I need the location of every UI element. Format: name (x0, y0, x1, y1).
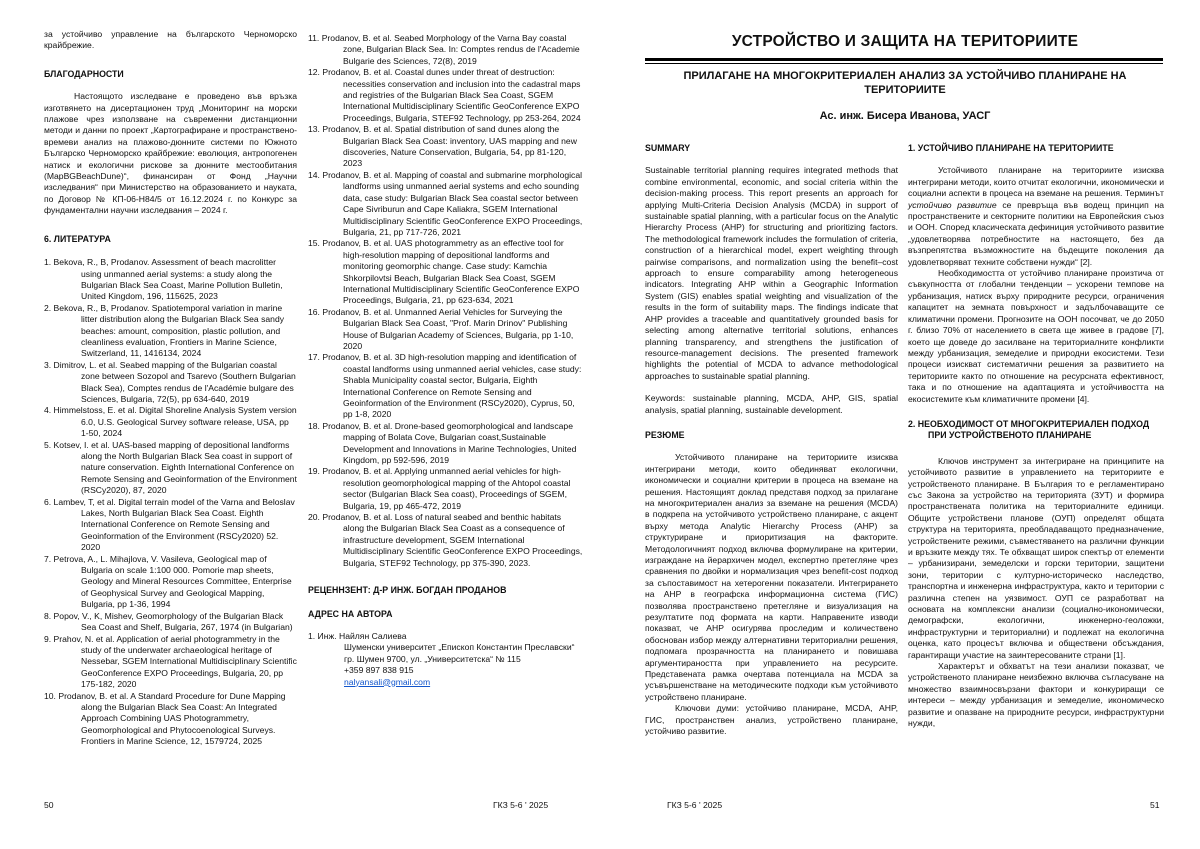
references-list (44, 257, 297, 747)
section-1-paragraph-1 (908, 165, 1164, 268)
summary-heading: SUMMARY (645, 143, 691, 153)
right-page-column-1 (645, 143, 898, 738)
section-1-heading: 1. УСТОЙЧИВО ПЛАНИРАНЕ НА ТЕРИТОРИИТЕ (908, 143, 1114, 153)
reviewer-heading: РЕЦЕННЗЕНТ: Д-Р ИНЖ. БОГДАН ПРОДАНОВ (308, 585, 507, 596)
section-title: УСТРОЙСТВО И ЗАЩИТА НА ТЕРИТОРИИТЕ (731, 33, 1079, 50)
section-1-paragraph-2: Необходимостта от устойчиво планиране произтича от съвкупността от глобални тенденции – ускорени темпове на урбанизация, натиск върху природните ресурси, ограничения капацитет на земната повърхност и задълбочаващите се климатични промени. Прогнозите на ООН посочват, че до 2050 г. близо 70% от населението в света ще живее в градове [7], което ще доведе до засилване на териториалните конфликти между урбанизация, земеделие и природни екосистеми. Тези процеси изискват систематични решения за развитието на териториите както по отношение на ресурсната ефективност, така и по отношение на адаптацията и устойчивостта на екосистемите към климатичните промени [4]. (908, 268, 1164, 404)
left-page-column-2 (308, 33, 583, 688)
reference-item: 9. Prahov, N. et al. Application of aerial photogrammetry in the study of the underwater archaeological heritage of Nessebar, SGEM International Multidisciplinary Scientific GeoConference EXPO Proceedings, Bulgaria, 20, pp 175-182, 2020 (44, 633, 297, 690)
reference-item: 14. Prodanov, B. et al. Mapping of coastal and submarine morphological landforms using unmanned aerial systems and echo sounding data, case study: Bulgarian Black Sea coastal sector between Cape Sivriburun and Cape Kaliakra, SGEM International Multidisciplinary Scientific GeoConference EXPO Proceedings, Bulgaria, 21, pp 717-726, 2021 (308, 169, 583, 237)
reference-item: 18. Prodanov, B. et al. Drone-based geomorphological and landscape mapping of Bolata Cove, Bulgarian coast,Sustainable Development and Innovations in Marine Technologies, United Kingdom, pp 592-596, 2019 (308, 420, 577, 466)
journal-footer-left: ГКЗ 5-6 ' 2025 (493, 800, 549, 810)
acknowledgements-text: Настоящото изследване е проведено във връзка изготвянето на дисертационен труд „Мониторинг на морски плажове чрез използване на съвременни дистанционни методи и данни по проект „Картографиране и пространствено-времеви анализ на плажово-дюнните системи по Южното Българско Черноморско крайбрежие: еволюция, антропогенен натиск и екологични рискове за дюнните местообитания (MapBGBeachDune)“, финансиран от Фонд „Научни изследвания“ при Министерство на образованието и науката, по Договор № КП-06-Н84/5 от 16.12.2024 г. по Конкурс за фундаментални научни изследвания – 2024 г. (44, 91, 297, 216)
section-2-paragraph-2: Характерът и обхватът на тези анализи показват, че устройственото планиране неизбежно включва съгласуване на множество взаимносвързани фактори и конкуриращи се интереси – между урбанизация и земеделие, икономическо развитие и опазване на природните ресурси, инфраструктурни нужди, (908, 661, 1164, 729)
article-title: ПРИЛАГАНЕ НА МНОГОКРИТЕРИАЛЕН АНАЛИЗ ЗА УСТОЙЧИВО ПЛАНИРАНЕ НА ТЕРИТОРИИТЕ (683, 70, 1127, 96)
references-heading: 6. ЛИТЕРАТУРА (44, 233, 111, 244)
reference-item: 5. Kotsev, I. et al. UAS-based mapping of depositional landforms along the North Bulgarian Black Sea coast in support of nature conservation. Eighth International Conference on Remote Sensing and Geoinformation of the Environment (RSCy2020), 87, 2020 (44, 439, 297, 496)
reference-item: 15. Prodanov, B. et al. UAS photogrammetry as an effective tool for high-resolution mapping of depositional landforms and monitoring geomorphic change. Case study: Kamchia Shkorpilovtsi Beach, Bulgarian Black Sea Coast, SGEM International Multidisciplinary Scientific GeoConference EXPO Proceedings, Bulgaria, 21, pp 623-634, 2021 (308, 238, 580, 306)
left-page-column-1 (44, 29, 297, 748)
page-number-left: 50 (44, 800, 54, 810)
acknowledgements-heading: БЛАГОДАРНОСТИ (44, 68, 124, 79)
reference-item: 13. Prodanov, B. et al. Spatial distribution of sand dunes along the Bulgarian Black Sea Coast: inventory, UAS mapping and new discoveries, Nature Conservation, Bulgaria, 54, pp 81-120, 2023 (308, 124, 577, 169)
reference-item: 1. Bekova, R., B, Prodanov. Assessment of beach macrolitter using unmanned aerial systems: a study along the Bulgarian Black Sea Coast, Marine Pollution Bulletin, United Kingdom, 196, 115625, 2023 (44, 257, 283, 302)
article-author: Ас. инж. Бисера Иванова, УАСГ (819, 110, 991, 122)
page-number-right: 51 (1150, 800, 1160, 810)
section-2-heading: 2. НЕОБХОДИМОСТ ОТ МНОГОКРИТЕРИАЛЕН ПОДХОД ПРИ УСТРОЙСТВЕНОТО ПЛАНИРАНЕ (908, 418, 1150, 441)
keywords-bg: Ключови думи: устойчиво планиране, MCDA, AHP, ГИС, пространствен анализ, устройствено планиране, устойчиво развитие. (645, 703, 898, 737)
reference-item: 7. Petrova, A., L. Mihajlova, V. Vasileva, Geological map of Bulgaria on scale 1:100 000. Pomorie map sheets, Geology and Mineral Resources Committee, Enterprise of Geophysical Survey and Geological Mapping, Bulgaria, pp 1-36, 1994 (44, 553, 292, 610)
author-address (308, 631, 583, 688)
author-street: гр. Шумен 9700, ул. „Университетска“ № 115 (344, 653, 521, 664)
reference-item: 12. Prodanov, B. et al. Coastal dunes under threat of destruction: necessities conservation and inclusion into the cadastral maps and registries of the Bulgarian Black Sea Coast, SGEM International Multidisciplinary Scientific GeoConference EXPO Proceedings, Bulgaria, STEF92 Technology, pp 253-264, 2024 (308, 67, 581, 123)
reference-item: 6. Lambev, T, et al. Digital terrain model of the Varna and Beloslav Lakes, North Bulgarian Black Sea Coast. Eighth International Conference on Remote Sensing and Geoinformation of the Environment (RSCy2020) 52. 2020 (44, 496, 295, 553)
summary-text: Sustainable territorial planning requires integrated methods that combine environmental, economic, and social criteria within the decision-making process. This report presents an approach for applying Multi-Criteria Decision Analysis (MCDA) in support of sustainable spatial planning, with a particular focus on the Analytic Hierarchy Process (AHP) for structuring and prioritizing factors. The methodological framework includes the formulation of criteria, construction of a hierarchical model, expert weighting through pairwise comparisons, and normalization using the benefit–cost approach to ensure comparability among heterogeneous indicators. Integrating AHP within a Geographic Information System (GIS) enables spatial weighting and visualization of the results in the form of suitability maps. The findings indicate that AHP provides a traceable and quantitatively grounded basis for selecting among alternative territorial solutions, enhances planning transparency, and strengthens the justification of resource-management decisions. The presented framework highlights the potential of MCDA to advance methodological approaches to sustainable spatial planning. (645, 165, 898, 381)
text-run: се превръща във водещ принцип на пространствените и секторните политики на Европейския съюз и ООН. Според класическата дефиниция устойчивото развитие „удовлетворява потребностите на настоящето, без да възпрепятства възможностите на бъдещите поколения да удовлетворяват техните собствени нужди“ [2]. (908, 199, 1164, 267)
reference-item: 4. Himmelstoss, E. et al. Digital Shoreline Analysis System version 6.0, U.S. Geological Survey software release, USA, pp 1-50, 2024 (44, 405, 297, 439)
italic-term: устойчиво развитие (908, 199, 997, 210)
reference-item: 16. Prodanov, B. et al. Unmanned Aerial Vehicles for Surveying the Bulgarian Black Sea Coast, "Prof. Marin Drinov" Publishing House of Bulgarian Academy of Sciences, Bulgaria, pp 1-10, 2020 (308, 306, 574, 351)
author-phone: +359 897 838 915 (344, 665, 414, 676)
right-page-column-2 (908, 143, 1164, 730)
text-run: Устойчивото планиране на териториите изисква интегрирани методи, които отчитат екологични, икономически и социални аспекти в процеса на вземане на решения. Терминът (908, 165, 1164, 199)
author-name: 1. Инж. Найлян Салиева (308, 630, 407, 641)
reference-item: 10. Prodanov, B. et al. A Standard Procedure for Dune Mapping along the Bulgarian Black Sea Coast: An Integrated Approach Combining UAS Photogrammetry, Geomorphological and Phytocoenological Surveys. Frontiers in Marine Science, 12, 1579724, 2025 (44, 690, 286, 747)
author-university: Шуменски университет „Епископ Константин Преславски“ (344, 642, 575, 653)
resume-heading: РЕЗЮМЕ (645, 429, 685, 440)
header-rule (645, 58, 1163, 61)
author-email-link[interactable]: nalyansali@gmail.com (344, 676, 431, 687)
keywords-en: Keywords: sustainable planning, MCDA, AHP, GIS, spatial analysis, spatial planning, sustainable development. (645, 393, 898, 415)
section-2-paragraph-1: Ключов инструмент за интегриране на принципите на устойчивото развитие в управлението на териториите е устройственото планиране. В България то е регламентирано със Закона за устройство на територията (ЗУТ) и формира пространствената политика на териториалните единици. Общите устройствени планове (ОУП) определят общата структура на територията, преобладаващото предназначение, устройствените режими, съвместяването на различни функции и връзките между тях. Те обхващат широк спектър от елементи – урбанизирани, земеделски и горски територии, защитени зони, територии с културно-историческо наследство, транспортна и инженерна инфраструктура, както и територии с различна степен на уязвимост. ОУП се разработват на основата на комплексни анализи (социално-икономически, демографски, екологични, инженерно-геоложки, инфраструктурни и териториални) и подлежат на екологична оценка, като процесът включва и обществени обсъждания, гарантиращи участие на заинтересованите страни [1]. (908, 455, 1164, 660)
author-address-heading: АДРЕС НА АВТОРА (308, 608, 393, 619)
reference-item: 8. Popov, V., K, Mishev, Geomorphology of the Bulgarian Black Sea Coast and Shelf, Bulgaria, 267, 1974 (in Bulgarian) (44, 610, 293, 633)
reference-item: 11. Prodanov, B. et al. Seabed Morphology of the Varna Bay coastal zone, Bulgarian Black Sea. In: Comptes rendus de l'Academie Bulgarie des Sciences, 72(8), 2019 (308, 33, 580, 66)
journal-footer-right: ГКЗ 5-6 ' 2025 (667, 800, 723, 810)
header-rule-thin (645, 63, 1163, 64)
reference-item: 20. Prodanov, B. et al. Loss of natural seabed and benthic habitats along the Bulgarian Black Sea Coast as a consequence of infrastructure development, SGEM International Multidisciplinary Scientific GeoConference EXPO Proceedings, Bulgaria, STEF92 Technology, pp 375-390, 2023. (308, 512, 583, 568)
intro-tail: за устойчиво управление на българското Черноморско крайбрежие. (44, 29, 297, 51)
reference-item: 2. Bekova, R., B, Prodanov. Spatiotemporal variation in marine litter distribution along the Bulgarian Black Sea sandy beaches: amount, composition, plastic pollution, and cleanliness evaluation, Frontiers in Marine Science, Switzerland, 11, 1416134, 2024 (44, 302, 285, 359)
reference-item: 17. Prodanov, B. et al. 3D high-resolution mapping and identification of coastal landforms using unmanned aerial vehicles, case study: Shabla Municipality coastal sector, Bulgaria, Eighth International Conference on Remote Sensing and Geoinformation of the Environment (RSCy2020), Cyprus, 50, pp 1-8, 2020 (308, 352, 582, 420)
resume-text: Устойчивото планиране на териториите изисква интегрирани методи, които обединяват екологични, икономически и социални критерии в процеса на вземане на решения. Настоящият доклад представя подход за прилагане на многокритериален анализ за вземане на решения (MCDA) в подкрепа на устойчивото устройствено планиране, с акцент върху метода Analytic Hierarchy Process (AHP) за структуриране и приоритизация на факторите. Методологичният подход включва формулиране на критерии, изграждане на йерархичен модел, експертно претегляне чрез сравнения по двойки и нормализация чрез benefit-cost подход за съпоставимост на хетерогенни показатели. Интегрирането на AHP в географска информационна система (ГИС) позволява пространствено претегляне и визуализация на резултатите под формата на карти. Направените изводи показват, че AHP осигурява проследим и количествено обоснован избор между алтернативни териториални решения, подпомага прозрачността на планирането и повишава аргументираността при управлението на ресурсите. Представената рамка очертава потенциала на MCDA за усъвършенстване на методическите подходи към устойчивото устройствено планиране. (645, 452, 898, 702)
reference-item: 19. Prodanov, B. et al. Applying unmanned aerial vehicles for high-resolution geomorphological mapping of the Ahtopol coastal sector (Bulgarian Black Sea coast), Proceedings of SGEM, Bulgaria, 19, pp 465-472, 2019 (308, 466, 571, 511)
reference-item: 3. Dimitrov, L. et al. Seabed mapping of the Bulgarian coastal zone between Sozopol and Tsarevo (Southern Bulgarian Black Sea), Comptes rendus de l'Académie bulgare des Sciences, Bulgaria, 72(5), pp 634-640, 2019 (44, 359, 296, 404)
